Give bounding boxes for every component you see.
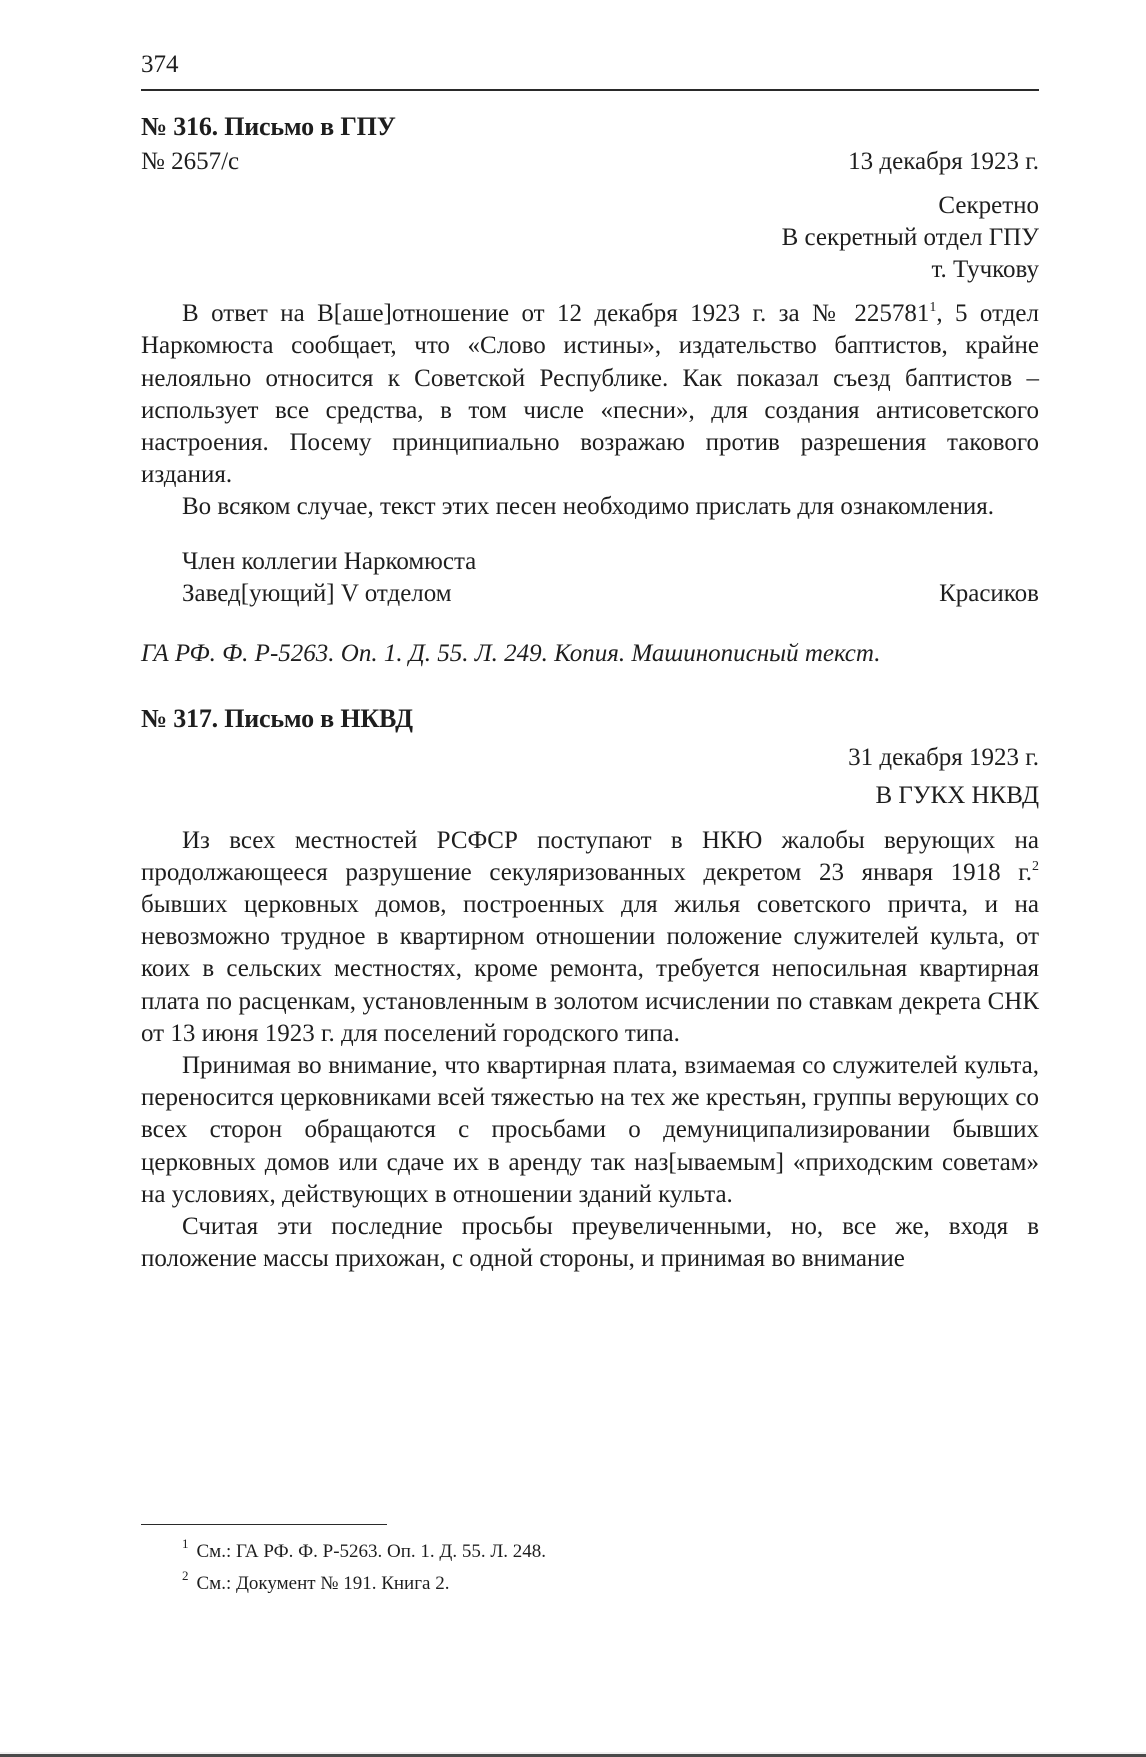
footnote-separator — [141, 1524, 387, 1525]
doc-316-addressee-block — [141, 190, 1039, 286]
paragraph-text: В ответ на В[аше]отношение от 12 декабря 1923 г. за № 225781 — [182, 300, 930, 328]
doc-317-paragraph: Считая эти последние просьбы преувеличенными, но, все же, входя в положение массы прихожан, с одной стороны, и принимая во внимание — [141, 1213, 1039, 1273]
footnote-1 — [182, 1536, 546, 1568]
doc-316-ref-number: № 2657/с — [141, 148, 240, 175]
footnote-text: См.: ГА РФ. Ф. Р-5263. Оп. 1. Д. 55. Л. 248. — [196, 1541, 547, 1562]
doc-316-archive-source: ГА РФ. Ф. Р-5263. Оп. 1. Д. 55. Л. 249. Копия. Машинописный текст. — [141, 640, 881, 668]
doc-316-body — [141, 298, 1039, 523]
signature-position-line1: Член коллегии Наркомюста — [182, 547, 477, 575]
page-content — [141, 108, 1039, 1275]
doc-316-signature — [141, 546, 1039, 610]
footnote-number: 1 — [182, 1536, 189, 1551]
doc-316-date: 13 декабря 1923 г. — [848, 148, 1039, 175]
signature-row — [182, 578, 1039, 610]
doc-317-paragraph: Принимая во внимание, что квартирная плата, взимаемая со служителей культа, переносится церковниками всей тяжестью на тех же крестьян, группы верующих со всех сторон обращаются с просьбами о демуниципализировании бывших церковных домов или сдаче их в аренду так наз[ываемым] «приходским советам» на условиях, действующих в отношении зданий культа. — [141, 1052, 1039, 1208]
page-bottom-edge — [0, 1752, 1146, 1757]
document-316 — [141, 108, 1039, 670]
signature-name: Красиков — [939, 579, 1039, 607]
footnotes — [182, 1536, 546, 1600]
doc-316-addressee-person: т. Тучкову — [931, 256, 1039, 284]
footnote-text: См.: Документ № 191. Книга 2. — [196, 1573, 450, 1594]
doc-316-addressee-dept: В секретный отдел ГПУ — [781, 224, 1039, 252]
doc-317-heading: № 317. Письмо в НКВД — [141, 704, 413, 734]
footnote-ref-1[interactable]: 1 — [929, 300, 937, 316]
footnote-2 — [182, 1568, 546, 1600]
footnote-ref-2[interactable]: 2 — [1032, 858, 1039, 874]
header-rule — [141, 89, 1039, 91]
doc-316-paragraph — [141, 298, 1039, 491]
doc-316-paragraph: Во всяком случае, текст этих песен необходимо прислать для ознакомления. — [182, 493, 994, 521]
doc-316-classification: Секретно — [938, 192, 1039, 220]
doc-317-addressee: В ГУКХ НКВД — [875, 782, 1039, 810]
document-317 — [141, 700, 1039, 1275]
doc-316-heading: № 316. Письмо в ГПУ — [141, 112, 396, 141]
doc-317-date: 31 декабря 1923 г. — [848, 744, 1039, 772]
paragraph-text: бывших церковных домов, построенных для жилья советского причта, и на невозможно трудное в квартирном отношении положение служителей культа, от коих в сельских местностях, кроме ремонта, требуется непосильная квартирная плата по расценкам, установленным в золотом исчислении по ставкам декрета СНК от 13 июня 1923 г. для поселений городского типа. — [141, 891, 1039, 1047]
page-number: 374 — [141, 51, 179, 78]
doc-317-paragraph — [141, 825, 1039, 1050]
paragraph-text: , 5 отдел Наркомюста сообщает, что «Слово истины», издательство баптистов, крайне нелояльно относится к Советской Республике. Как показал съезд баптистов – использует все средства, в том числе «песни», для создания антисоветского настроения. Посему принципиально возражаю против разрешения такового издания. — [141, 300, 1039, 489]
footnote-number: 2 — [182, 1568, 189, 1583]
signature-position-line2: Завед[ующий] V отделом — [182, 579, 452, 607]
doc-316-meta-row — [141, 146, 1039, 178]
doc-317-body — [141, 825, 1039, 1276]
paragraph-text: Из всех местностей РСФСР поступают в НКЮ жалобы верующих на продолжающееся разрушение секуляризованных декретом 23 января 1918 г. — [141, 826, 1039, 886]
